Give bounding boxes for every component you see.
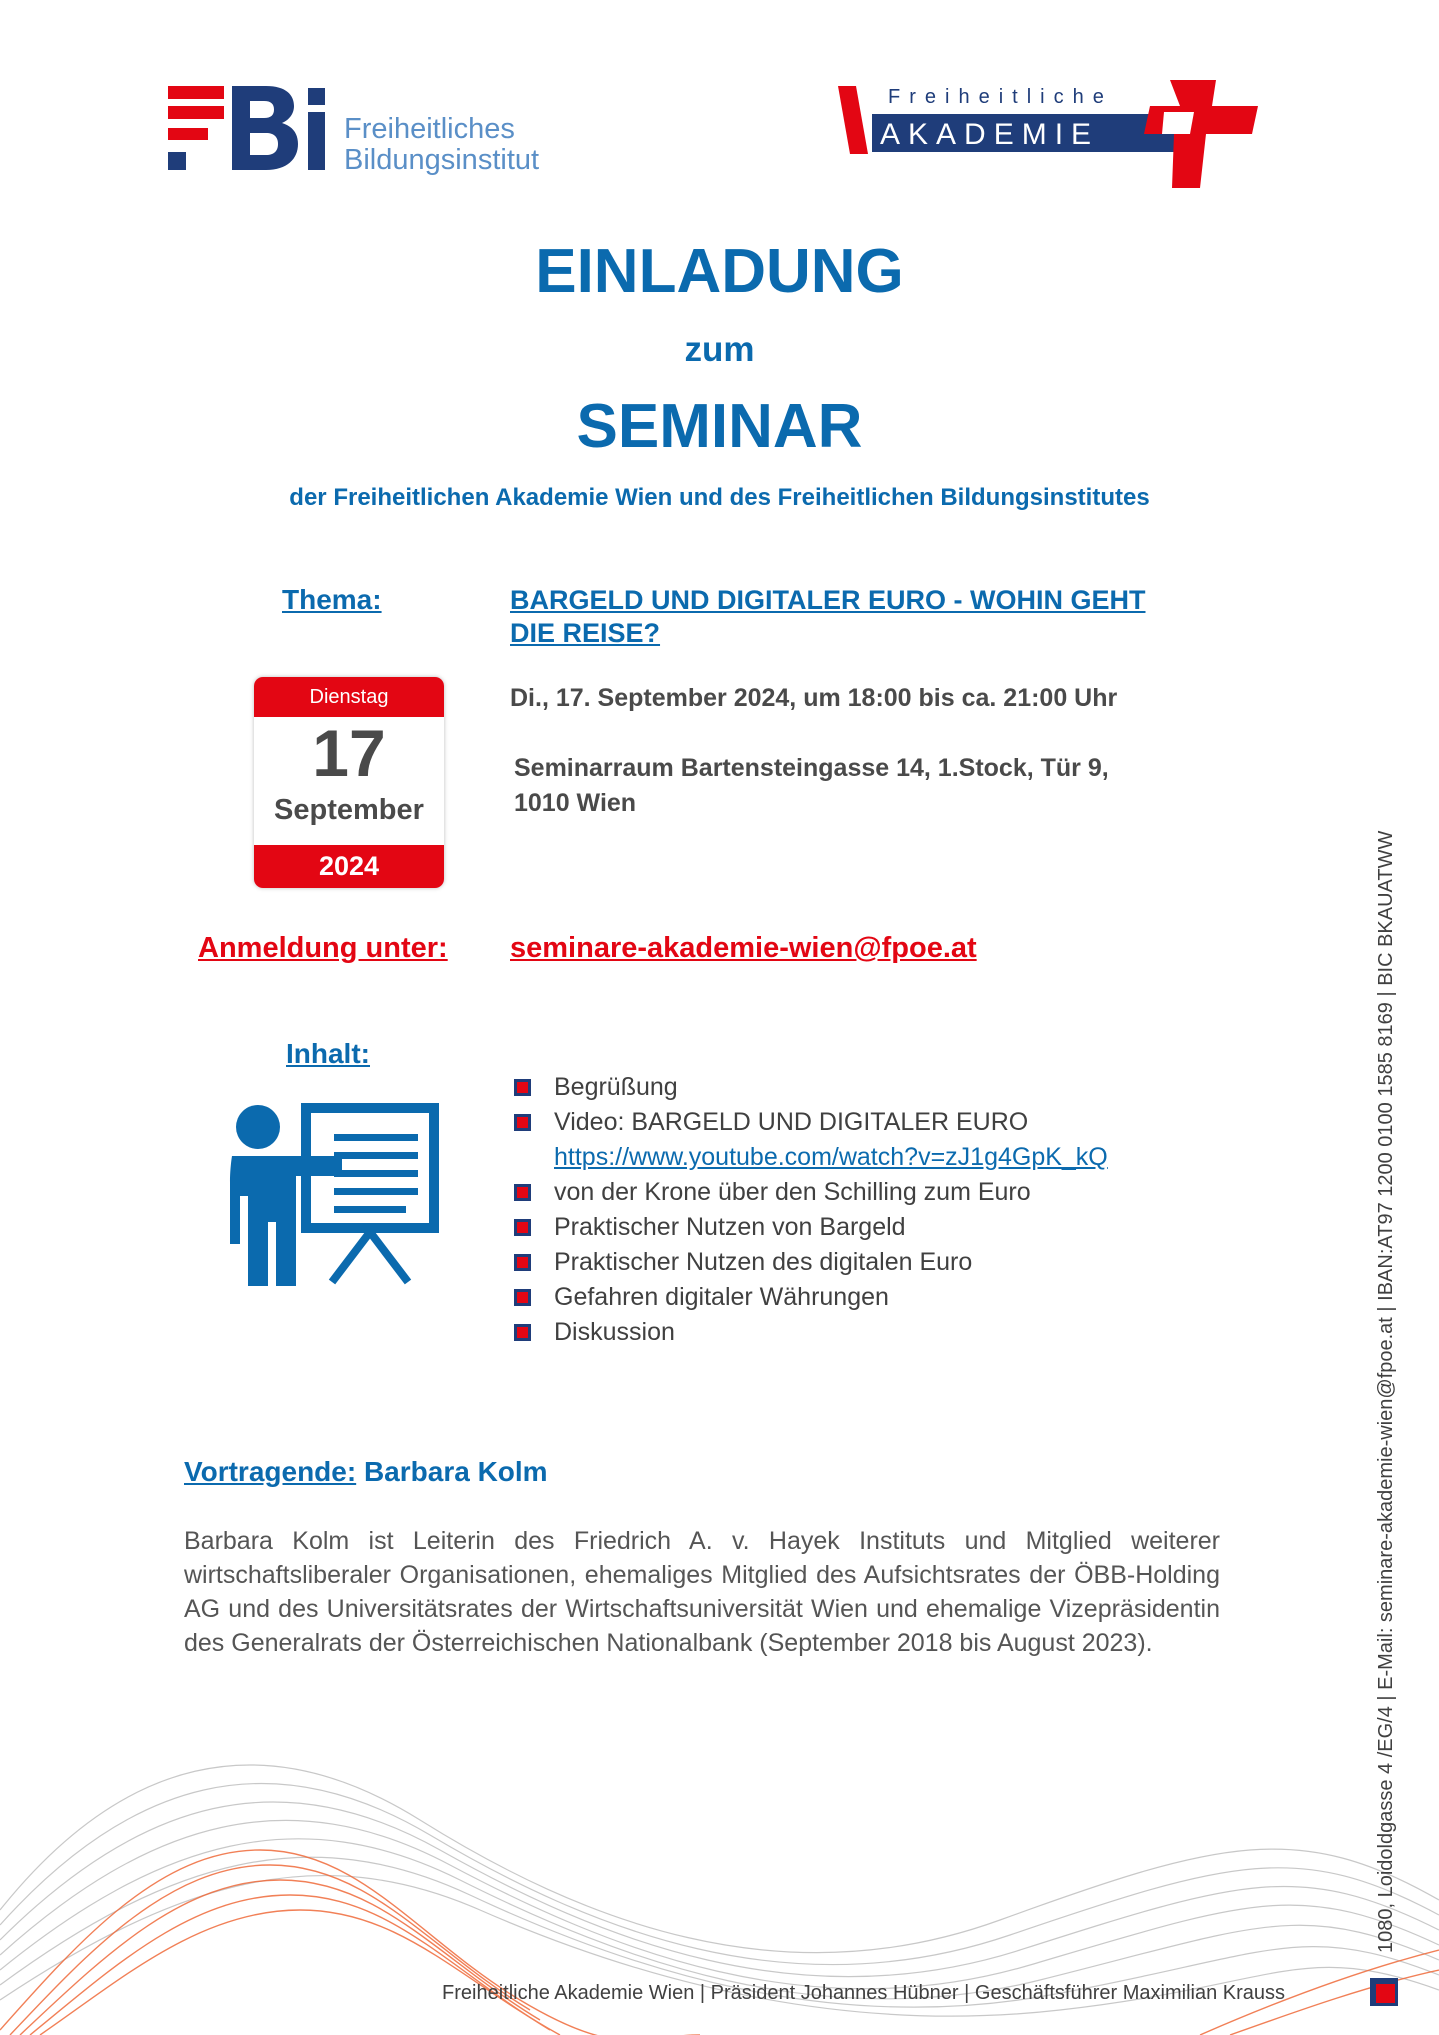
calendar-weekday: Dienstag: [254, 677, 444, 717]
presenter-icon: [228, 1100, 440, 1286]
fbi-logo-line2: Bildungsinstitut: [344, 144, 540, 176]
bullet-icon: [514, 1079, 531, 1096]
subtitle: der Freiheitlichen Akademie Wien und des Freiheitlichen Bildungsinstitutes: [289, 484, 1150, 511]
event-date: Di., 17. September 2024, um 18:00 bis ca. 21:00 Uhr: [510, 684, 1118, 712]
title-einladung: EINLADUNG: [535, 237, 904, 306]
calendar-year: 2024: [254, 845, 444, 888]
agenda-item: [514, 1105, 1274, 1175]
footer-text: Freiheitliche Akademie Wien | Präsident Johannes Hübner | Geschäftsführer Maximilian Krauss: [442, 1982, 1285, 2004]
calendar-month: September: [274, 794, 424, 826]
agenda-item: [514, 1245, 1274, 1280]
anmeldung-email-link[interactable]: seminare-akademie-wien@fpoe.at: [510, 932, 977, 964]
thema-label: Thema:: [282, 584, 382, 615]
event-place-line2: 1010 Wien: [514, 789, 637, 817]
speaker-bio: Barbara Kolm ist Leiterin des Friedrich A. v. Hayek Instituts und Mitglied weiterer wirtschaftsliberaler Organisationen, ehemaliges Mitglied des Aufsichtsrates der ÖBB-Holding AG und des Universitätsrates der Wirtschaftsuniversität Wien und ehemalige Vizepräsidentin des Generalrats der Österreichischen Nationalbank (September 2018 bis August 2023).: [184, 1527, 1220, 1657]
event-place-line1: Seminarraum Bartensteingasse 14, 1.Stock, Tür 9,: [514, 754, 1109, 782]
fbi-logo-line1: Freiheitliches: [344, 113, 515, 145]
inhalt-label: Inhalt:: [286, 1038, 370, 1069]
agenda-item: [514, 1280, 1274, 1315]
agenda-item-text: von der Krone über den Schilling zum Euro: [554, 1178, 1031, 1206]
side-contact-text: 1080, Loidoldgasse 4 /EG/4 | E-Mail: seminare-akademie-wien@fpoe.at | IBAN:AT97 1200 0100 1585 8169 | BIC BKAUATWW: [1375, 830, 1397, 1953]
agenda-item: [514, 1175, 1274, 1210]
agenda-item: [514, 1070, 1274, 1105]
agenda-item-text: Gefahren digitaler Währungen: [554, 1283, 889, 1311]
speaker-name: Barbara Kolm: [363, 1456, 548, 1487]
title-zum: zum: [684, 330, 755, 369]
agenda-item-text: Praktischer Nutzen des digitalen Euro: [554, 1248, 973, 1276]
video-link[interactable]: https://www.youtube.com/watch?v=zJ1g4GpK_kQ: [554, 1143, 1108, 1171]
agenda-list: [514, 1070, 1274, 1350]
bullet-icon: [514, 1289, 531, 1306]
thema-line2: DIE REISE?: [510, 618, 661, 648]
title-seminar: SEMINAR: [576, 392, 863, 461]
bullet-icon: [514, 1219, 531, 1236]
agenda-item-text: Begrüßung: [554, 1073, 678, 1101]
freiheitliche-akademie-logo: [838, 72, 1286, 190]
speaker-label: Vortragende:: [184, 1456, 357, 1487]
agenda-item: [514, 1210, 1274, 1245]
calendar-day: 17: [312, 716, 386, 790]
agenda-item-text: Video: BARGELD UND DIGITALER EURO: [554, 1108, 1029, 1136]
thema-line1: BARGELD UND DIGITALER EURO - WOHIN GEHT: [510, 585, 1146, 615]
agenda-item-text: Diskussion: [554, 1318, 675, 1346]
bullet-icon: [514, 1324, 531, 1341]
footer-logo-icon: [1370, 1978, 1398, 2006]
thema-value: [510, 584, 1230, 650]
fa-logo-main: AKADEMIE: [880, 118, 1100, 151]
fbi-logo-text: [344, 114, 539, 176]
calendar-icon: [254, 677, 444, 888]
agenda-item-text: Praktischer Nutzen von Bargeld: [554, 1213, 906, 1241]
bullet-icon: [514, 1114, 531, 1131]
bullet-icon: [514, 1184, 531, 1201]
fbi-logo: [168, 84, 548, 176]
anmeldung-label: Anmeldung unter:: [198, 932, 448, 964]
agenda-item: [514, 1315, 1274, 1350]
fbi-logo-mark: [168, 84, 334, 172]
bullet-icon: [514, 1254, 531, 1271]
fa-logo-top: Freiheitliche: [888, 86, 1113, 108]
speaker-heading: [184, 1456, 548, 1488]
